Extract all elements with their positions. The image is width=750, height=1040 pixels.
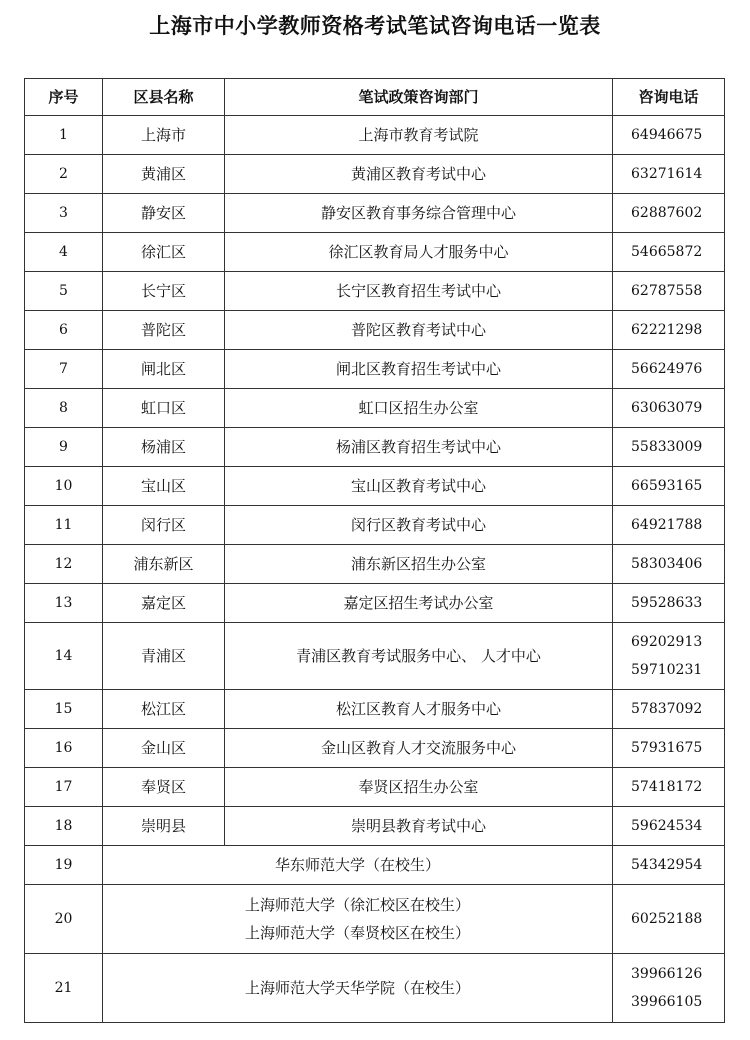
row-dept: 杨浦区教育招生考试中心	[225, 428, 613, 467]
table-row	[25, 233, 725, 272]
table-row	[25, 729, 725, 768]
row-district: 闵行区	[103, 506, 225, 545]
row-phone: 54665872	[613, 233, 725, 272]
table-row	[25, 350, 725, 389]
row-district: 松江区	[103, 690, 225, 729]
table-row	[25, 272, 725, 311]
row-seq: 16	[25, 729, 103, 768]
row-seq: 9	[25, 428, 103, 467]
row-dept: 嘉定区招生考试办公室	[225, 584, 613, 623]
row-phone: 63271614	[613, 155, 725, 194]
row-phone: 59528633	[613, 584, 725, 623]
table-row	[25, 311, 725, 350]
row-dept: 上海师范大学（徐汇校区在校生）	[244, 896, 470, 914]
row-phone: 57931675	[613, 729, 725, 768]
row-phone: 60252188	[613, 885, 725, 954]
row-seq: 3	[25, 194, 103, 233]
row-seq: 13	[25, 584, 103, 623]
row-dept: 崇明县教育考试中心	[225, 807, 613, 846]
row-seq: 15	[25, 690, 103, 729]
consultation-phone-table	[24, 78, 725, 1023]
row-seq: 11	[25, 506, 103, 545]
row-phone: 56624976	[613, 350, 725, 389]
table-row	[25, 116, 725, 155]
row-dept: 闵行区教育考试中心	[225, 506, 613, 545]
table-row	[25, 428, 725, 467]
row-dept: 宝山区教育考试中心	[225, 467, 613, 506]
row-seq: 10	[25, 467, 103, 506]
header-phone: 咨询电话	[613, 79, 725, 116]
row-seq: 18	[25, 807, 103, 846]
table-row	[25, 194, 725, 233]
table-row	[25, 768, 725, 807]
header-dept: 笔试政策咨询部门	[225, 79, 613, 116]
row-seq: 12	[25, 545, 103, 584]
table-row	[25, 885, 725, 954]
row-seq: 2	[25, 155, 103, 194]
table-row	[25, 807, 725, 846]
row-phone: 58303406	[613, 545, 725, 584]
table-row	[25, 155, 725, 194]
row-phone: 62787558	[613, 272, 725, 311]
row-district: 虹口区	[103, 389, 225, 428]
header-seq: 序号	[25, 79, 103, 116]
row-phone-2: 39966105	[631, 994, 703, 1010]
row-district: 上海市	[103, 116, 225, 155]
row-district: 长宁区	[103, 272, 225, 311]
row-district: 杨浦区	[103, 428, 225, 467]
row-dept: 华东师范大学（在校生）	[103, 846, 613, 885]
row-phone: 64946675	[613, 116, 725, 155]
table-row	[25, 389, 725, 428]
table-row	[25, 584, 725, 623]
row-dept: 闸北区教育招生考试中心	[225, 350, 613, 389]
row-dept: 普陀区教育考试中心	[225, 311, 613, 350]
row-district: 普陀区	[103, 311, 225, 350]
row-seq: 7	[25, 350, 103, 389]
row-seq: 20	[25, 885, 103, 954]
row-phone: 39966126	[631, 966, 703, 982]
row-dept: 金山区教育人才交流服务中心	[225, 729, 613, 768]
row-phone: 54342954	[613, 846, 725, 885]
row-district: 闸北区	[103, 350, 225, 389]
row-seq: 14	[25, 623, 103, 690]
row-phone: 57837092	[613, 690, 725, 729]
row-seq: 1	[25, 116, 103, 155]
table-row	[25, 690, 725, 729]
table-header-row	[25, 79, 725, 116]
row-phone: 59624534	[613, 807, 725, 846]
row-dept: 青浦区教育考试服务中心、 人才中心	[225, 623, 613, 690]
row-dept: 奉贤区招生办公室	[225, 768, 613, 807]
row-seq: 5	[25, 272, 103, 311]
row-phone-cell	[613, 954, 725, 1023]
row-seq: 4	[25, 233, 103, 272]
row-seq: 19	[25, 846, 103, 885]
row-district: 静安区	[103, 194, 225, 233]
row-district: 嘉定区	[103, 584, 225, 623]
row-district: 青浦区	[103, 623, 225, 690]
row-dept-cell	[103, 885, 613, 954]
row-phone: 63063079	[613, 389, 725, 428]
row-district: 宝山区	[103, 467, 225, 506]
row-seq: 8	[25, 389, 103, 428]
row-district: 徐汇区	[103, 233, 225, 272]
row-dept: 松江区教育人才服务中心	[225, 690, 613, 729]
table-row	[25, 545, 725, 584]
row-district: 浦东新区	[103, 545, 225, 584]
row-seq: 6	[25, 311, 103, 350]
row-phone: 64921788	[613, 506, 725, 545]
row-district: 黄浦区	[103, 155, 225, 194]
row-phone: 62887602	[613, 194, 725, 233]
header-district: 区县名称	[103, 79, 225, 116]
row-phone-2: 59710231	[631, 662, 703, 678]
row-seq: 21	[25, 954, 103, 1023]
row-district: 金山区	[103, 729, 225, 768]
row-phone: 62221298	[613, 311, 725, 350]
row-phone-cell	[613, 623, 725, 690]
row-district: 奉贤区	[103, 768, 225, 807]
row-dept: 上海师范大学天华学院（在校生）	[103, 954, 613, 1023]
row-dept: 黄浦区教育考试中心	[225, 155, 613, 194]
row-dept-2: 上海师范大学（奉贤校区在校生）	[244, 924, 470, 942]
row-district: 崇明县	[103, 807, 225, 846]
row-seq: 17	[25, 768, 103, 807]
table-row	[25, 623, 725, 690]
row-phone: 66593165	[613, 467, 725, 506]
row-dept: 徐汇区教育局人才服务中心	[225, 233, 613, 272]
row-phone: 69202913	[631, 634, 703, 650]
row-dept: 上海市教育考试院	[225, 116, 613, 155]
page-title: 上海市中小学教师资格考试笔试咨询电话一览表	[149, 14, 601, 38]
table-row	[25, 954, 725, 1023]
row-dept: 静安区教育事务综合管理中心	[225, 194, 613, 233]
table-row	[25, 846, 725, 885]
row-dept: 虹口区招生办公室	[225, 389, 613, 428]
row-dept: 浦东新区招生办公室	[225, 545, 613, 584]
table-row	[25, 506, 725, 545]
row-phone: 57418172	[613, 768, 725, 807]
table-row	[25, 467, 725, 506]
row-phone: 55833009	[613, 428, 725, 467]
row-dept: 长宁区教育招生考试中心	[225, 272, 613, 311]
